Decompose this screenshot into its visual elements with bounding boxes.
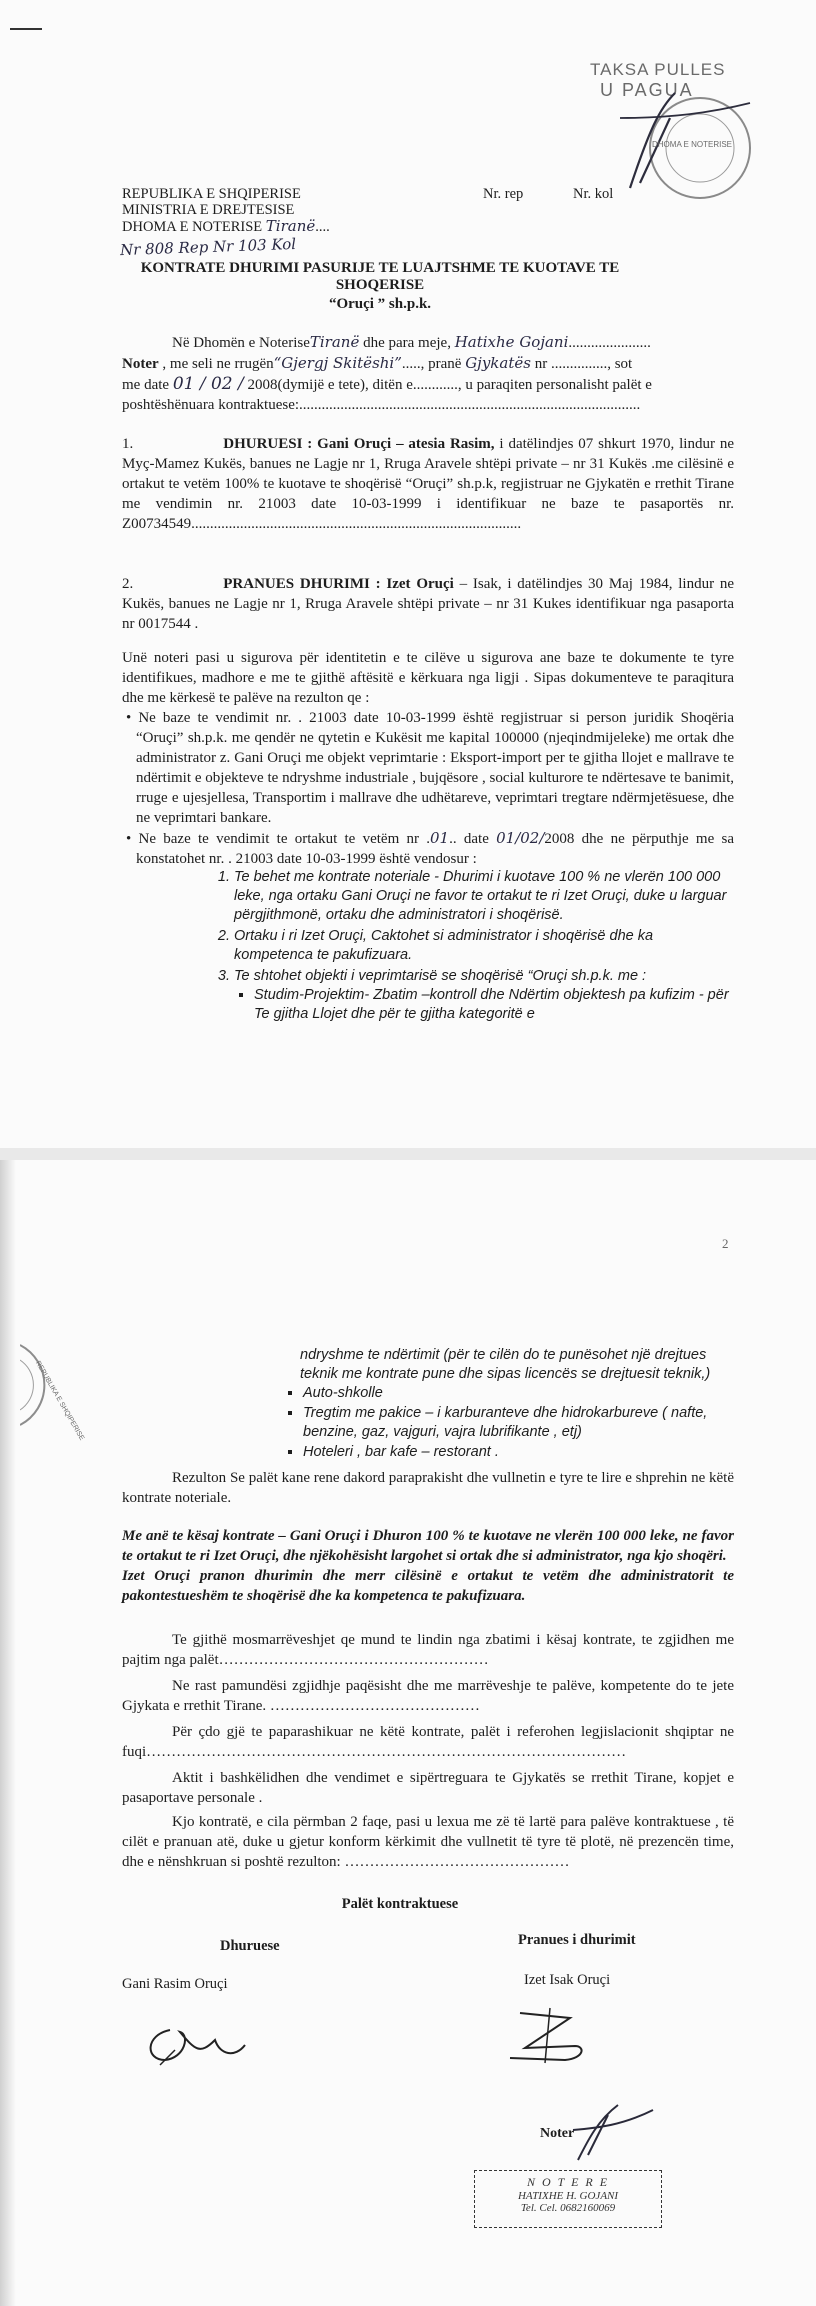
donation-clause: Me anë te kësaj kontrate – Gani Oruçi i Dhuron 100 % te kuotave ne vlerën 100 000 leke, ne favor te ortakut te ri Izet Oruçi, dhe njëkohësisht largohet si ortak dhe si administrator, nga kjo shoqëri. Izet Oruçi pranon dhurimin dhe merr cilësinë e ortakut te vetëm dhe administratorit te pakontestueshëm te shoqërisë dhe ka kompetenca te pakufizuara. (122, 1528, 734, 1604)
decision-item: 3. Te shtohet objekti i veprimtarisë se shoqërisë “Oruçi sh.p.k. me : ▪ Studim-Projektim- Zbatim –kontroll dhe Ndërtim objektesh pa kufizim - për Te gjitha Llojet dhe për te gjitha kategoritë e (234, 967, 732, 1024)
decision-item: 1. Te behet me kontrate noteriale - Dhurimi i kuotave 100 % ne vlerën 100 000 leke, nga ortaku Gani Oruçi ne favor te ortakut te ri Izet Oruçi, duke u larguar përgjithmonë, ortaku dhe administratori i shoqërisë. (234, 868, 732, 925)
header-ministry: MINISTRIA E DREJTESISE (122, 202, 295, 218)
clause-final: Kjo kontratë, e cila përmban 2 faqe, pasi u lexua me zë të lartë para palëve kontraktuese , të cilët e pranuan atë, duke u gjetur konform kërkimit dhe vullnetit të tyre të plotë, në prezencën time, dhe e nënshkruan si poshtë rezulton: ……………………………………… (122, 1814, 734, 1870)
intro-paragraph: Në Dhomën e NoteriseTiranë dhe para meje, Hatixhe Gojani...................... Noter , me seli ne rrugën“Gjergj Skitëshi”....., pranë Gjykatës nr ..............., sot me date 01 / 02 / 2008(dymijë e tete), ditën e............, u paraqiten personalisht palët e poshtëshënuara kontraktuese:........................................................................................... (122, 333, 652, 413)
side-stamp-text: REPUBLIKA E SHQIPERISE (33, 1360, 86, 1442)
sub-item-continuation: ndryshme te ndërtimit (për te cilën do te punësohet një drejtues teknik me kontrate pune dhe sipas licencës se drejtuesit teknik,) (300, 1347, 711, 1382)
nr-kol-label: Nr. kol (573, 186, 614, 202)
activity-item: ▪ Auto-shkolle (303, 1384, 740, 1403)
recipient-label: Pranues i dhurimit (518, 1932, 636, 1948)
donor-signature-icon (140, 2010, 250, 2070)
document-page-1 (0, 0, 816, 1148)
notary-stamp: N O T E R E HATIXHE H. GOJANI Tel. Cel. 0682160069 (474, 2170, 662, 2228)
activity-item: ▪ Tregtim me pakice – i karburanteve dhe hidrokarbureve ( nafte, benzine, gaz, vajguri, vajra lubrifikante , etj) (303, 1404, 740, 1442)
facts-list: • Ne baze te vendimit nr. . 21003 date 10-03-1999 është regjistruar si person juridik Shoqëria “Oruçi” sh.p.k. me qendër ne qytetin e Kukësit me kapital 100000 (njeqindmijeleke) me ortak dhe administrator z. Gani Oruçi me objekt veprimtarie : Eksport-import per te gjitha llojet e mallrave te ndërtimit e objekteve te ndryshme industriale , bujqësore , social kulturore te ndërtesave te banimit, rruge e ujesjellesa, Transportim i mallrave dhe udhëtareve, veprimtari tregtare ndërmjetësuese, dhe ne veprimtari bankare. • Ne baze te vendimit te ortakut te vetëm nr .01.. date 01/02/2008 dhe ne përputhje me sa konstatohet nr. . 21003 date 10-03-1999 është vendosur : (126, 710, 734, 867)
fact-company-registration: Ne baze te vendimit nr. . 21003 date 10-03-1999 është regjistruar si person juridik Shoqëria “Oruçi” sh.p.k. me qendër ne qytetin e Kukësit me kapital 100000 (njeqindmijeleke) me ortak dhe administrator z. Gani Oruçi me objekt veprimtarie : Eksport-import per te gjitha llojet e mallrave te ndërtimit e objekteve te ndryshme industriale , bujqësore , social kulturore te ndërtesave te banimit, rruge e ujesjellesa, Transportim i mallrave dhe udhëtareve, veprimtari tregtare ndërmjetësuese, dhe ne veprimtari bankare. (136, 710, 734, 826)
tax-stamp-line1: TAKSA PULLES (590, 60, 726, 79)
notary-label: Noter (540, 2126, 575, 2141)
page-edge-shadow (0, 1160, 16, 2306)
activities-list (285, 1384, 740, 1463)
page-number: 2 (722, 1236, 729, 1251)
clause-law: Për çdo gjë te paparashikuar ne këtë kontrate, palët i referohen legjislacionit shqiptar ne fuqi…………………………………………………………………………………… (122, 1724, 734, 1760)
donor-label: Dhuruese (220, 1938, 280, 1954)
contract-title: KONTRATE DHURIMI PASURIJE TE LUAJTSHME TE KUOTAVE TE SHOQERISE (140, 260, 620, 293)
notary-statement: Unë noteri pasi u sigurova për identitetin e te cilëve u sigurova ane baze te dokumente te tyre identifikues, madhore e me te gjithë aftësitë e kërkuara nga ligji . Sipas dokumenteve te paraqitura dhe me kërkesë te palëve na rezulton qe : (122, 650, 734, 706)
decisions-list (212, 868, 732, 1026)
clause-disputes: Te gjithë mosmarrëveshjet qe mund te lindin nga zbatimi i kësaj kontrate, te zgjidhen me pajtim nga palët……………………………………………… (122, 1632, 734, 1668)
header-block (122, 186, 330, 235)
handwritten-numbers: Nr 808 Rep Nr 103 Kol (119, 234, 297, 260)
sub-item-construction: ▪ Studim-Projektim- Zbatim –kontroll dhe Ndërtim objektesh pa kufizim - për Te gjitha Llojet dhe për te gjitha kategoritë e (254, 986, 732, 1024)
clause-attachments: Aktit i bashkëlidhen dhe vendimet e sipërtreguara te Gjykatës se rrethit Tirane, kopjet e pasaportave personale . (122, 1770, 734, 1806)
notary-signature-icon (568, 2100, 658, 2170)
document-page-2 (0, 1160, 816, 2306)
corner-mark (10, 28, 42, 30)
decision-item: 2. Ortaku i ri Izet Oruçi, Caktohet si administrator i shoqërisë dhe ka kompetenca te pakufizuara. (234, 927, 732, 965)
recipient-name: Izet Isak Oruçi (524, 1972, 611, 1988)
legal-clauses (122, 1630, 734, 1872)
header-republic: REPUBLIKA E SHQIPERISE (122, 186, 301, 202)
clause-court: Ne rast pamundësi zgjidhje paqësisht dhe me marrëveshje te palëve, kompetente do te jete Gjykata e rrethit Tirane. …………………………………… (122, 1678, 734, 1714)
company-name: “Oruçi ” sh.p.k. (328, 296, 432, 312)
round-stamp-text: DHOMA E NOTERISE (652, 140, 733, 149)
header-chamber: DHOMA E NOTERISE Tiranë.... (122, 217, 330, 235)
recipient-paragraph: 2. PRANUES DHURIMI : Izet Oruçi – Isak, i datëlindjes 30 Maj 1984, lindur ne Kukës, banues ne Lagje nr 1, Rruga Aravele shtëpi private – nr 31 Kukes identifikuar nga pasaporta nr 0017544 . (122, 576, 735, 632)
donor-paragraph: 1. DHURUESI : Gani Oruçi – atesia Rasim, i datëlindjes 07 shkurt 1970, lindur ne Myç-Mamez Kukës, banues ne Lagje nr 1, Rruga Aravele shtëpi private – nr 31 Kukës .me cilësinë e ortakut te vetëm 100% te kuotave te shoqërisë “Oruçi” sh.p.k, regjistruar ne Gjykatën e rrethit Tirane me vendimin nr. 21003 date 10-03-1999 i identifikuar ne baze te pasaportës nr. Z00734549........................................................................................ (122, 436, 734, 532)
result-paragraph: Rezulton Se palët kane rene dakord paraprakisht dhe vullnetin e tyre te lire e shprehin ne këtë kontrate noteriale. (122, 1470, 734, 1506)
parties-title: Palët kontraktuese (341, 1896, 459, 1912)
activity-item: ▪ Hoteleri , bar kafe – restorant . (303, 1443, 740, 1462)
tax-stamp-line2: U PAGUA (600, 80, 694, 100)
nr-rep-label: Nr. rep (483, 186, 524, 202)
recipient-signature-icon (490, 1998, 600, 2068)
donor-name: Gani Rasim Oruçi (122, 1976, 228, 1992)
